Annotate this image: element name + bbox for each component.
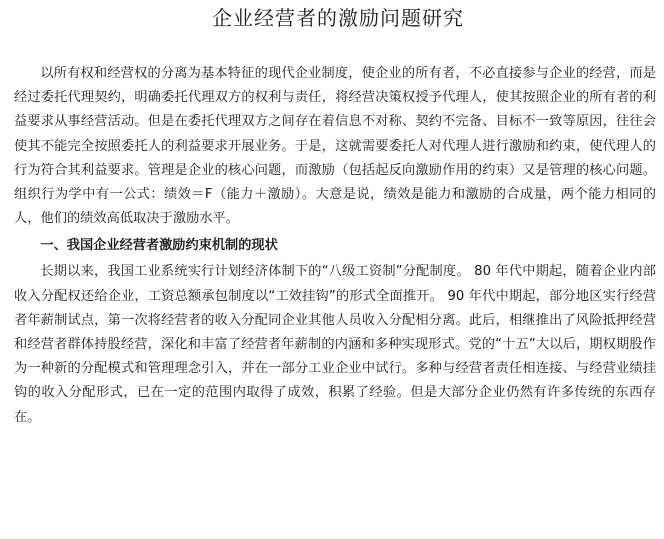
section-paragraph: 长期以来，我国工业系统实行计划经济体制下的“八级工资制”分配制度。 80 年代中期起，随着企业内部收入分配权还给企业，工资总额承包制度以“工效挂钩”的形式全面推开。 90 年代中期起，部分地区实行经营者年薪制试点，第一次将经营者的收入分配同企业其他人员收入分配相分离。此后，相继推出了风险抵押经营和经营者群体持股经营，深化和丰富了经营者年薪制的内涵和多种实现形式。党的“十五”大以后，期权期股作为一种新的分配模式和管理理念引入，并在一部分工业企业中试行。多种与经营者责任相连接、与经营业绩挂钩的收入分配形式，已在一定的范围内取得了成效，积累了经验。但是大部分企业仍然有许多传统的东西存在。 — [14, 264, 656, 425]
intro-paragraph: 以所有权和经营权的分离为基本特征的现代企业制度，使企业的所有者，不必直接参与企业的经营，而是经过委托代理契约，明确委托代理双方的权利与责任，将经营决策权授予代理人，使其按照企业的所有者的利益要求从事经营活动。但是在委托代理双方之间存在着信息不对称、契约不完备、目标不一致等原因，往往会使其不能完全按照委托人的利益要求开展业务。于是，这就需要委托人对代理人进行激励和约束，使代理人的行为符合其利益要求。管理是企业的核心问题，而激励（包括起反向激励作用的约束）又是管理的核心问题。组织行为学中有一公式：绩效＝F（能力＋激励）。大意是说，绩效是能力和激励的合成量，两个能力相同的人，他们的绩效高低取决于激励水平。 — [14, 66, 656, 227]
document-title: 企业经营者的激励问题研究 — [212, 6, 464, 30]
section-heading: 一、我国企业经营者激励约束机制的现状 — [40, 238, 278, 254]
